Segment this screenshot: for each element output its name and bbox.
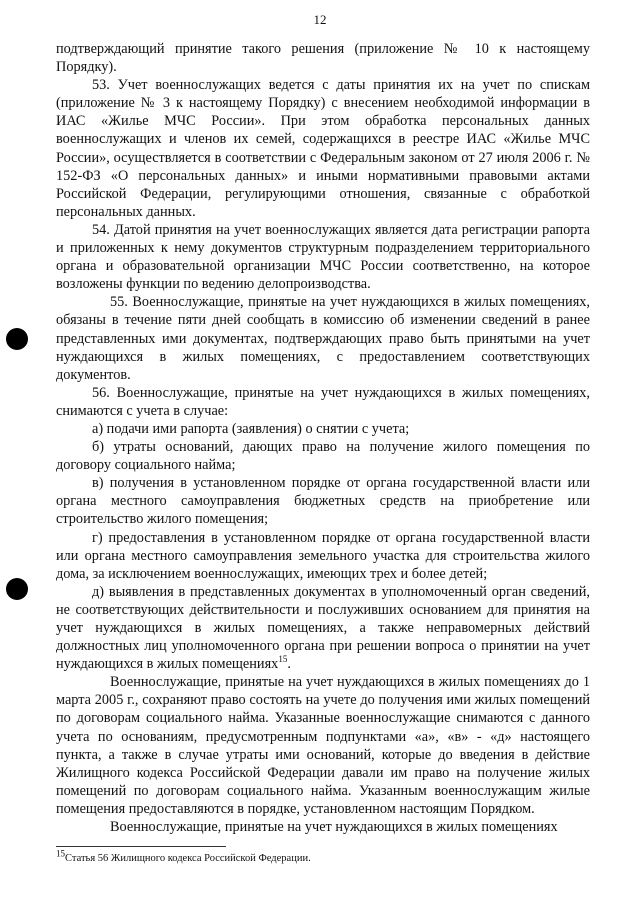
subitem-d-text: д) выявления в представленных документах в уполномоченный орган сведений, не соответствующих действительности и послуживших основанием для принятия на учет нуждающихся в жилых помещениях, а также неправомерных действий должностных лиц уполномоченного органа при решении вопроса о принятии на учет нуждающихся в жилых помещениях [56,583,590,673]
page-number: 12 [313,12,327,27]
footnote-marker: 15 [56,848,65,859]
subitem-v: в) получения в установленном порядке от органа государственной власти или органа местного самоуправления бюджетных средств на приобретение или строительство жилого помещения; [56,475,590,528]
subitem-a: а) подачи ими рапорта (заявления) о снятии с учета; [92,420,410,437]
paragraph-continuation: подтверждающий принятие такого решения (приложение № 10 к настоящему Порядку). [56,41,590,76]
paragraph-53: 53. Учет военнослужащих ведется с даты принятия их на учет по спискам (приложение № 3 к настоящему Порядку) с внесением необходимой информации в ИАС «Жилье МЧС России». При этом обработка персональных данных военнослужащих и членов их семей, содержащихся в реестре ИАС «Жилье МЧС России», осуществляется в соответствии с Федеральным законом от 27 июля 2006 г. № 152-ФЗ «О персональных данных» и иными нормативными правовыми актами Российской Федерации, регулирующими отношения, связанные с обработкой персональных данных. [56,77,590,220]
paragraph-before-2005: Военнослужащие, принятые на учет нуждающихся в жилых помещениях до 1 марта 2005 г., сохраняют право состоять на учете до получения ими жилых помещений по договорам социального найма. Указанные военнослужащие снимаются с данного учета по основаниям, предусмотренным подпунктами «а», «в» - «д» настоящего пункта, а также в случае утраты ими оснований, которые до введения в действие Жилищного кодекса Российской Федерации давали им право на получение жилых помещений по договорам социального найма. Указанным военнослужащим жилые помещения предоставляются в порядке, установленном настоящим Порядком. [56,674,590,817]
footnote-text: Статья 56 Жилищного кодекса Российской Федерации. [65,853,311,864]
footnote-separator [56,846,226,847]
footnote [56,848,311,865]
punch-hole-mark [6,328,28,350]
paragraph-54: 54. Датой принятия на учет военнослужащих является дата регистрации рапорта и приложенных к нему документов структурным подразделением территориального органа и образовательной организации МЧС России соответственно, на которое возложены функции по ведению делопроизводства. [56,221,590,293]
subitem-b: б) утраты оснований, дающих право на получение жилого помещения по договору социального найма; [56,439,590,474]
subitem-g: г) предоставления в установленном порядке от органа государственной власти или органа местного самоуправления земельного участка для строительства жилого дома, за исключением военнослужащих, имеющих трех и более детей; [56,529,590,582]
paragraph-55: 55. Военнослужащие, принятые на учет нуждающихся в жилых помещениях, обязаны в течение пяти дней сообщать в комиссию об изменении сведений в ранее представленных ими документах, подтверждающих право быть принятыми на учет нуждающихся в жилых помещениях, с предоставлением соответствующих документов. [56,294,590,383]
subitem-d: д) выявления в представленных документах в уполномоченный орган сведений, не соответствующих действительности и послуживших основанием для принятия на учет нуждающихся в жилых помещениях, а также неправомерных действий должностных лиц уполномоченного органа при решении вопроса о принятии на учет нуждающихся в жилых помещениях$^{15}$. [56,583,590,673]
punch-hole-mark [6,578,28,600]
paragraph-final: Военнослужащие, принятые на учет нуждающихся в жилых помещениях [110,819,558,836]
document-body [56,40,590,836]
footnote-reference: 15 [278,654,288,665]
paragraph-56: 56. Военнослужащие, принятые на учет нуждающихся в жилых помещениях, снимаются с учета в случае: [56,384,590,419]
